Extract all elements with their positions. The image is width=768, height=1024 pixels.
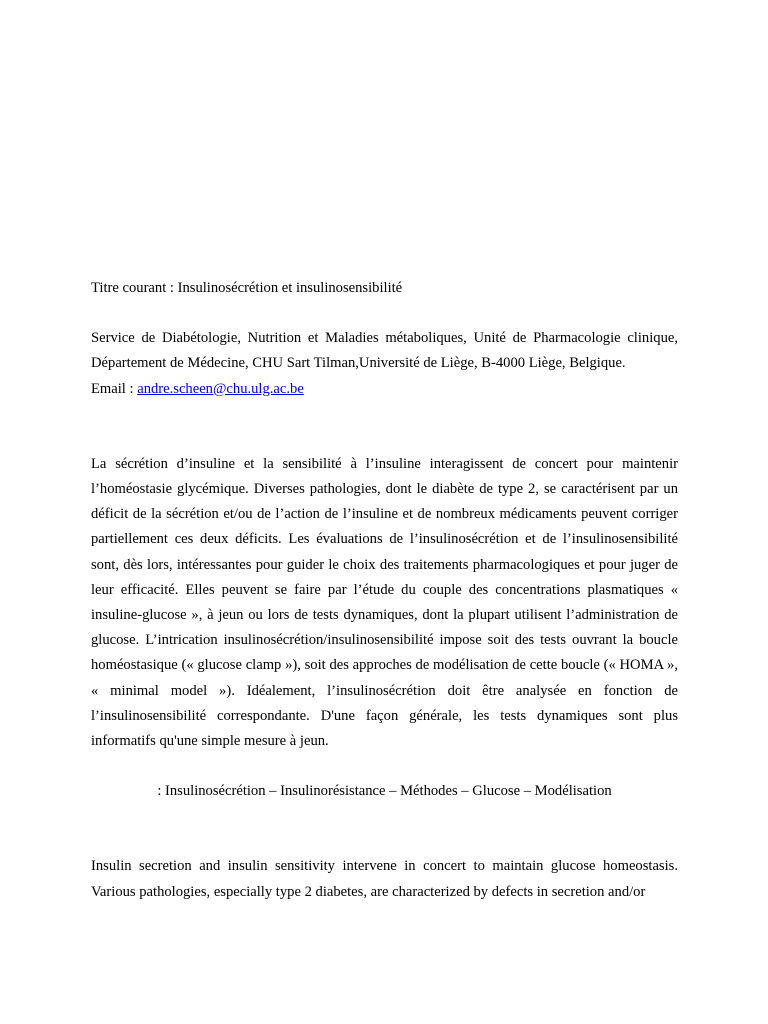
document-body [91, 276, 678, 905]
spacer [91, 301, 678, 326]
abstract-english: Insulin secretion and insulin sensitivity intervene in concert to maintain glucose homeostasis. Various pathologies, especially type 2 diabetes, are characterized by defects in secretion and/or [91, 858, 678, 900]
affiliation: Service de Diabétologie, Nutrition et Maladies métaboliques, Unité de Pharmacologie clinique, Département de Médecine, CHU Sart Tilman,Université de Liège, B-4000 Liège, Belgique. [91, 330, 678, 372]
spacer [91, 804, 678, 854]
email-label: Email : [91, 380, 138, 397]
spacer [91, 754, 678, 779]
running-title: Titre courant : Insulinosécrétion et insulinosensibilité [91, 280, 403, 296]
keywords: : Insulinosécrétion – Insulinorésistance – Méthodes – Glucose – Modélisation [157, 783, 612, 800]
email-line [91, 377, 678, 402]
email-link[interactable]: andre.scheen@chu.ulg.ac.be [137, 380, 304, 397]
abstract-french: La sécrétion d’insuline et la sensibilité à l’insuline interagissent de concert pour maintenir l’homéostasie glycémique. Diverses pathologies, dont le diabète de type 2, se caractérisent par un déficit de la sécrétion et/ou de l’action de l’insuline et de nombreux médicaments peuvent corriger partiellement ces deux déficits. Les évaluations de l’insulinosécrétion et de l’insulinosensibilité sont, dès lors, intéressantes pour guider le choix des traitements pharmacologiques et pour juger de leur efficacité. Elles peuvent se faire par l’étude du couple des concentrations plasmatiques « insuline-glucose », à jeun ou lors de tests dynamiques, dont la plupart utilisent l’administration de glucose. L’intrication insulinosécrétion/insulinosensibilité impose soit des tests ouvrant la boucle homéostasique (« glucose clamp »), soit des approches de modélisation de cette boucle (« HOMA », « minimal model »). Idéalement, l’insulinosécrétion doit être analysée en fonction de l’insulinosensibilité correspondante. D'une façon générale, les tests dynamiques sont plus informatifs qu'une simple mesure à jeun. [91, 455, 678, 750]
spacer [91, 402, 678, 452]
